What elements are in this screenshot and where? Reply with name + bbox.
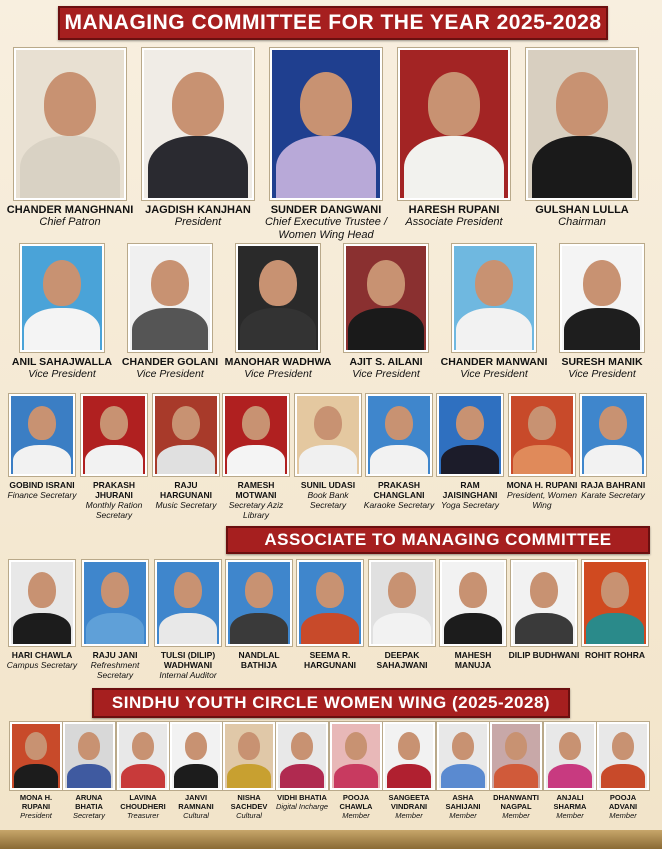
- member-card: [6, 394, 78, 500]
- member-name: GULSHAN LULLA: [535, 204, 629, 216]
- member-photo: [297, 560, 363, 646]
- member-name: ANJALI SHARMA: [553, 793, 587, 811]
- member-role: Associate President: [405, 216, 503, 228]
- member-name: TULSI (DILIP) WADHWANI: [160, 650, 216, 670]
- member-photo: [452, 244, 536, 352]
- member-photo: [276, 722, 328, 790]
- member-card: [6, 48, 134, 229]
- member-name: NANDLAL BATHIJA: [238, 650, 280, 670]
- member-name: MONA H. RUPANI: [506, 480, 578, 490]
- member-photo: [330, 722, 382, 790]
- member-card: [489, 722, 543, 820]
- member-photo: [81, 394, 147, 476]
- member-name: PRAKASH JHURANI: [92, 480, 136, 500]
- member-name: DEEPAK SAHAJWANI: [376, 650, 428, 670]
- member-name: HARI CHAWLA: [11, 650, 73, 660]
- member-role: Secretary: [72, 811, 106, 820]
- member-name: ANIL SAHAJWALLA: [11, 356, 113, 368]
- member-photo: [437, 394, 503, 476]
- member-role: Cultural: [183, 811, 209, 820]
- member-name: HARESH RUPANI: [408, 204, 500, 216]
- member-photo: [580, 394, 646, 476]
- member-card: [332, 244, 440, 380]
- associate-committee-banner: ASSOCIATE TO MANAGING COMMITTEE: [226, 526, 650, 554]
- member-name: JANVI RAMNANI: [178, 793, 214, 811]
- member-role: Member: [556, 811, 584, 820]
- member-card: [79, 560, 151, 680]
- member-photo: [544, 722, 596, 790]
- member-photo: [597, 722, 649, 790]
- member-name: SURESH MANIK: [561, 356, 643, 368]
- member-role: Secretary Aziz Library: [228, 500, 284, 520]
- member-name: NISHA SACHDEV: [230, 793, 268, 811]
- member-card: [116, 722, 170, 820]
- member-photo: [14, 48, 126, 200]
- member-photo: [155, 560, 221, 646]
- member-name: RAM JAISINGHANI: [442, 480, 498, 500]
- member-name: CHANDER MANWANI: [440, 356, 548, 368]
- member-card: [440, 244, 548, 380]
- member-photo: [63, 722, 115, 790]
- member-name: LAVINA CHOUDHERI: [120, 793, 166, 811]
- managing-committee-banner: MANAGING COMMITTEE FOR THE YEAR 2025-2028: [58, 6, 608, 40]
- member-name: SANGEETA VINDRANI: [388, 793, 430, 811]
- member-photo: [344, 244, 428, 352]
- member-photo: [509, 394, 575, 476]
- member-card: [169, 722, 223, 820]
- member-photo: [9, 560, 75, 646]
- member-name: ASHA SAHIJANI: [445, 793, 481, 811]
- member-card: [6, 560, 78, 670]
- member-card: [62, 722, 116, 820]
- member-role: Campus Secretary: [6, 660, 78, 670]
- member-role: Member: [395, 811, 423, 820]
- member-card: [579, 560, 651, 660]
- member-name: CHANDER MANGHNANI: [6, 204, 134, 216]
- member-photo: [153, 394, 219, 476]
- member-photo: [295, 394, 361, 476]
- member-name: MAHESH MANUJA: [454, 650, 492, 670]
- member-name: DILIP BUDHWANI: [508, 650, 580, 660]
- member-role: Treasurer: [127, 811, 159, 820]
- member-name: ARUNA BHATIA: [75, 793, 103, 811]
- member-card: [366, 560, 438, 670]
- member-name: RAJA BAHRANI: [580, 480, 646, 490]
- member-role: Karaoke Secretary: [363, 500, 435, 510]
- member-name: SUNIL UDASI: [300, 480, 356, 490]
- member-role: Book Bank Secretary: [307, 490, 349, 510]
- member-card: [150, 394, 222, 510]
- member-card: [506, 394, 578, 510]
- member-card: [577, 394, 649, 500]
- member-card: [222, 722, 276, 820]
- member-name: POOJA ADVANI: [608, 793, 638, 811]
- member-role: Chief Patron: [39, 216, 101, 228]
- member-name: POOJA CHAWLA: [339, 793, 373, 811]
- member-photo: [398, 48, 510, 200]
- member-photo: [440, 560, 506, 646]
- member-name: DHANWANTI NAGPAL: [493, 793, 539, 811]
- member-role: Vice President: [28, 368, 96, 380]
- member-name: SUNDER DANGWANI: [270, 204, 382, 216]
- member-photo: [560, 244, 644, 352]
- member-name: MONA H. RUPANI: [19, 793, 53, 811]
- member-photo: [511, 560, 577, 646]
- member-role: President, Women Wing: [507, 490, 577, 510]
- member-photo: [128, 244, 212, 352]
- member-card: [508, 560, 580, 660]
- member-card: [223, 560, 295, 670]
- member-role: Member: [502, 811, 530, 820]
- member-name: SEEMA R. HARGUNANI: [304, 650, 356, 670]
- member-name: JAGDISH KANJHAN: [145, 204, 251, 216]
- member-role: Vice President: [352, 368, 420, 380]
- member-name: RAMESH MOTWANI: [235, 480, 277, 500]
- member-photo: [10, 722, 62, 790]
- member-role: Music Secretary: [155, 500, 217, 510]
- member-photo: [82, 560, 148, 646]
- member-card: [436, 722, 490, 820]
- member-card: [363, 394, 435, 510]
- member-photo: [383, 722, 435, 790]
- footer-strip: [0, 830, 662, 849]
- member-card: [134, 48, 262, 229]
- member-card: [390, 48, 518, 229]
- member-photo: [526, 48, 638, 200]
- member-card: [116, 244, 224, 380]
- member-card: [382, 722, 436, 820]
- member-role: Finance Secretary: [7, 490, 77, 500]
- member-photo: [582, 560, 648, 646]
- member-role: President: [20, 811, 52, 820]
- member-card: [262, 48, 390, 242]
- member-role: Karate Secretary: [581, 490, 645, 500]
- member-name: ROHIT ROHRA: [585, 650, 645, 660]
- member-name: RAJU HARGUNANI: [160, 480, 212, 500]
- member-photo: [236, 244, 320, 352]
- member-card: [78, 394, 150, 520]
- women-wing-banner: SINDHU YOUTH CIRCLE WOMEN WING (2025-2028): [92, 688, 570, 718]
- member-role: Yoga Secretary: [440, 500, 500, 510]
- member-photo: [226, 560, 292, 646]
- member-photo: [270, 48, 382, 200]
- member-role: Vice President: [136, 368, 204, 380]
- member-photo: [9, 394, 75, 476]
- member-role: Refreshment Secretary: [90, 660, 140, 680]
- member-card: [152, 560, 224, 680]
- member-card: [329, 722, 383, 820]
- member-role: Member: [342, 811, 370, 820]
- member-photo: [117, 722, 169, 790]
- member-role: Vice President: [568, 368, 636, 380]
- member-photo: [490, 722, 542, 790]
- member-card: [9, 722, 63, 820]
- member-role: Member: [609, 811, 637, 820]
- member-card: [434, 394, 506, 510]
- member-card: [596, 722, 650, 820]
- member-role: Monthly Ration Secretary: [85, 500, 143, 520]
- member-card: [543, 722, 597, 820]
- member-name: RAJU JANI: [92, 650, 138, 660]
- member-role: Member: [449, 811, 477, 820]
- member-role: Internal Auditor: [159, 670, 217, 680]
- member-name: CHANDER GOLANI: [121, 356, 219, 368]
- member-role: Digital Incharge: [275, 802, 329, 811]
- member-role: Chairman: [558, 216, 606, 228]
- member-photo: [366, 394, 432, 476]
- member-role: Chief Executive Trustee / Women Wing Head: [264, 216, 388, 241]
- member-card: [294, 560, 366, 670]
- member-role: Cultural: [236, 811, 262, 820]
- member-photo: [369, 560, 435, 646]
- member-card: [292, 394, 364, 510]
- member-photo: [142, 48, 254, 200]
- member-photo: [170, 722, 222, 790]
- member-card: [220, 394, 292, 520]
- member-card: [224, 244, 332, 380]
- member-role: President: [174, 216, 222, 228]
- member-photo: [20, 244, 104, 352]
- member-name: PRAKASH CHANGLANI: [373, 480, 425, 500]
- member-name: AJIT S. AILANI: [349, 356, 423, 368]
- member-card: [548, 244, 656, 380]
- member-photo: [223, 722, 275, 790]
- member-name: VIDHI BHATIA: [277, 793, 327, 802]
- member-name: GOBIND ISRANI: [9, 480, 75, 490]
- member-card: [518, 48, 646, 229]
- member-photo: [223, 394, 289, 476]
- member-card: [8, 244, 116, 380]
- member-card: [437, 560, 509, 670]
- member-photo: [437, 722, 489, 790]
- member-card: [275, 722, 329, 811]
- member-role: Vice President: [460, 368, 528, 380]
- member-role: Vice President: [244, 368, 312, 380]
- member-name: MANOHAR WADHWA: [224, 356, 332, 368]
